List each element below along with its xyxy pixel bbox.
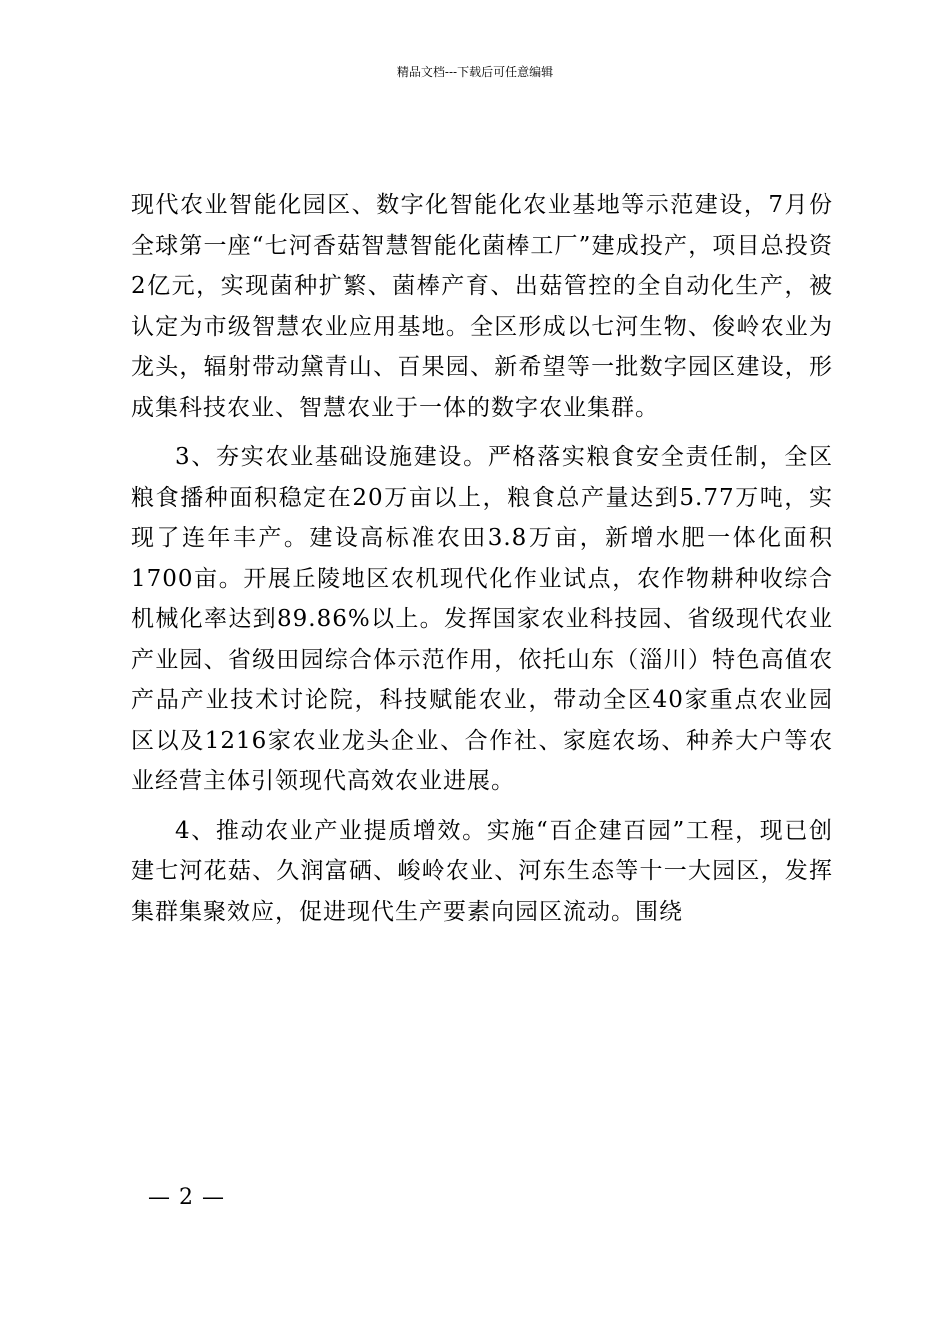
page-header: 精品文档---下载后可任意编辑 xyxy=(396,65,554,79)
page-number: — 2 — xyxy=(148,1185,225,1210)
document-body xyxy=(131,185,833,932)
paragraph-section-4: 4、推动农业产业提质增效。实施“百企建百园”工程，现已创建七河花菇、久润富硒、峻岭农业、河东生态等十一大园区，发挥集群集聚效应，促进现代生产要素向园区流动。围绕 xyxy=(131,817,833,925)
paragraph-section-3: 3、夯实农业基础设施建设。严格落实粮食安全责任制，全区粮食播种面积稳定在20万亩以上，粮食总产量达到5.77万吨，实现了连年丰产。建设高标准农田3.8万亩，新增水肥一体化面积1700亩。开展丘陵地区农机现代化作业试点，农作物耕种收综合机械化率达到89.86%以上。发挥国家农业科技园、省级现代农业产业园、省级田园综合体示范作用，依托山东（淄川）特色高值农产品产业技术讨论院，科技赋能农业，带动全区40家重点农业园区以及1216家农业龙头企业、合作社、家庭农场、种养大户等农业经营主体引领现代高效农业进展。 xyxy=(131,444,833,794)
paragraph-continuation: 现代农业智能化园区、数字化智能化农业基地等示范建设，7月份全球第一座“七河香菇智慧智能化菌棒工厂”建成投产，项目总投资2亿元，实现菌种扩繁、菌棒产育、出菇管控的全自动化生产，被认定为市级智慧农业应用基地。全区形成以七河生物、俊岭农业为龙头，辐射带动黛青山、百果园、新希望等一批数字园区建设，形成集科技农业、智慧农业于一体的数字农业集群。 xyxy=(131,192,833,421)
